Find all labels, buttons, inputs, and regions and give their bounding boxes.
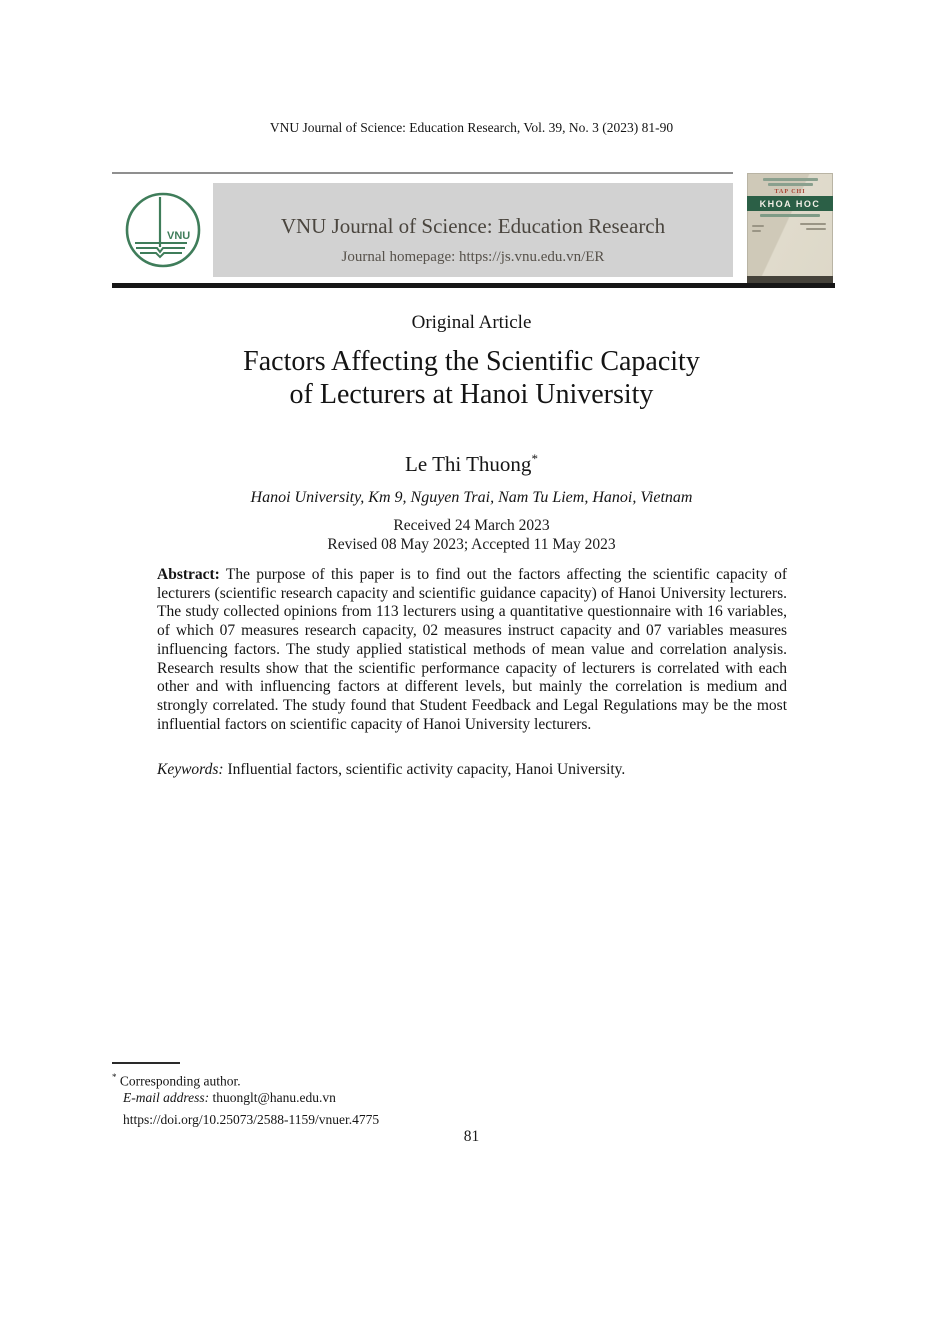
keywords-label: Keywords: (157, 761, 224, 778)
journal-homepage-link[interactable]: Journal homepage: https://js.vnu.edu.vn/ER (341, 249, 605, 265)
keywords-text: Influential factors, scientific activity capacity, Hanoi University. (227, 761, 626, 778)
cover-subtitle-bar (760, 214, 820, 217)
abstract-text: The purpose of this paper is to find out the factors affecting the scientific capacity of lecturers (scientific research capacity and scientific guidance capacity) of Hanoi University lecturers. The study collected opinions from 113 lecturers using a quantitative questionnaire with 16 variables, of which 07 measures research capacity, 02 measures instruct capacity and 07 variables measures influencing factors. The study applied statistical methods of mean value and correlation analysis. Research results show that the scientific performance capacity of lecturers is correlated with each other and with influencing factors at different levels, but mainly the correlation is medium and strongly correlated. The study found that Student Feedback and Legal Regulations may be the most influential factors on scientific capacity of Hanoi University lecturers. (157, 566, 787, 733)
received-date: Received 24 March 2023 (393, 517, 550, 534)
affiliation: Hanoi University, Km 9, Nguyen Trai, Nam Tu Liem, Hanoi, Vietnam (250, 489, 693, 506)
cover-right-text-bar (800, 223, 826, 225)
vnu-logo-icon (123, 190, 203, 270)
footnote-block (112, 1069, 336, 1107)
banner-top-rule (112, 172, 733, 174)
abstract-label: Abstract: (157, 566, 220, 583)
author-line (0, 451, 943, 477)
corresponding-author-text: Corresponding author. (119, 1073, 241, 1089)
corresponding-author-note (112, 1069, 336, 1090)
cover-title: KHOA HOC (759, 198, 821, 209)
author-footnote-mark: * (531, 451, 538, 466)
email-label: E-mail address: (123, 1090, 210, 1105)
cover-side-text-bar (752, 230, 761, 232)
footnote-mark: * (112, 1072, 117, 1082)
cover-right-text-bar (806, 228, 826, 230)
article-title (0, 345, 943, 411)
cover-top-text-bar (768, 183, 813, 186)
abstract (157, 566, 787, 734)
article-title-line1: Factors Affecting the Scientific Capacity (243, 346, 700, 377)
journal-cover-thumbnail (747, 173, 833, 285)
email-line (112, 1090, 336, 1107)
author-name: Le Thi Thuong (405, 452, 532, 476)
doi-link[interactable]: https://doi.org/10.25073/2588-1159/vnuer.4775 (123, 1112, 380, 1127)
journal-title: VNU Journal of Science: Education Research (280, 214, 666, 238)
keywords (157, 761, 787, 780)
running-head: VNU Journal of Science: Education Research, Vol. 39, No. 3 (2023) 81-90 (269, 120, 674, 135)
article-title-line2: of Lecturers at Hanoi University (289, 379, 654, 410)
footnote-separator (112, 1062, 180, 1064)
vnu-logo (112, 183, 213, 277)
cover-title-band (747, 196, 833, 211)
page-number: 81 (463, 1128, 480, 1145)
email-address[interactable]: thuonglt@hanu.edu.vn (212, 1090, 336, 1105)
banner-bottom-rule (112, 283, 835, 288)
svg-text:VNU: VNU (166, 230, 190, 242)
article-type: Original Article (411, 312, 532, 333)
cover-top-text-bar (763, 178, 818, 181)
cover-side-text-bar (752, 225, 764, 227)
revised-accepted-date: Revised 08 May 2023; Accepted 11 May 2023 (327, 536, 616, 553)
cover-small-label: TAP CHI (774, 189, 806, 195)
journal-banner (213, 183, 733, 277)
